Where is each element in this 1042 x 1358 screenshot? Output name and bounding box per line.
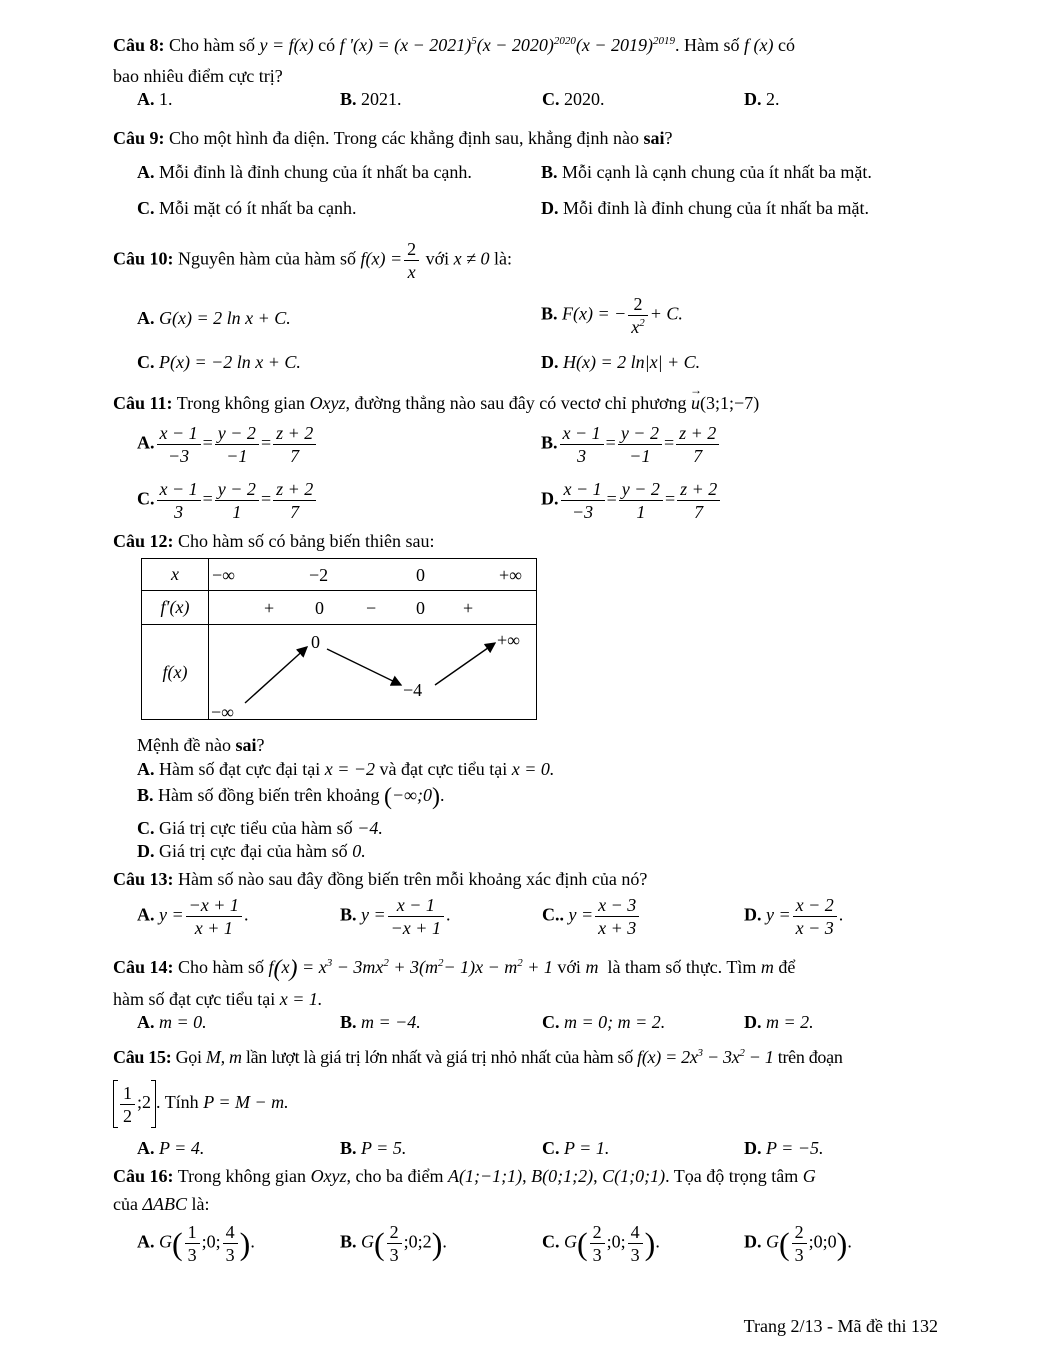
q14-func: $f(x) = x^3 - 3mx^2 + 3(m^2- 1)x - m^2 + 1$	[268, 955, 553, 982]
q12-option-d[interactable]: D. Giá trị cực đại của hàm số 0.	[137, 841, 366, 861]
q15-label: Câu 15:	[113, 1047, 172, 1067]
q16-option-c[interactable]: C. G( $\frac{2}{3}$ ;0; $\frac{4}{3}$ ).	[542, 1222, 660, 1265]
q15-text3: trên đoạn	[777, 1047, 843, 1067]
q14-label: Câu 14:	[113, 957, 174, 977]
q8-deriv: f '$(x) = (x - 2021)^5(x - 2020)^{2020}(x - 2019)^{2019}$	[339, 35, 676, 55]
q11-vector: → u	[691, 392, 700, 414]
fp-sign-3: +	[463, 598, 474, 618]
q15-option-d[interactable]: D. P = −5.	[744, 1138, 824, 1158]
q11-coords: (3;1;−7)	[700, 393, 760, 413]
x-val-pos-inf: +∞	[499, 565, 522, 585]
q10-fraction: $\frac{2}{x}$	[404, 238, 419, 283]
f-val-min: −4	[403, 680, 423, 700]
q8-option-c[interactable]: C. 2020.	[542, 89, 605, 109]
table-f-label: f(x)	[142, 625, 209, 720]
q11-option-c[interactable]: C. $\frac{x - 1}{3}$ = $\frac{y - 2}{1}$ = $\frac{z + 2}{7}$	[137, 478, 318, 523]
q16-point-b: B(0;1;2)	[531, 1166, 594, 1186]
x-val-0: 0	[416, 565, 425, 585]
q8-line2: bao nhiêu điểm cực trị?	[113, 66, 283, 86]
q13-option-c[interactable]: C.. y = $\frac{x - 3}{x + 3}$	[542, 894, 641, 939]
q14-text: Cho hàm số	[178, 957, 265, 977]
q15-text2: lần lượt là giá trị lớn nhất và giá trị nhỏ nhất của hàm số	[245, 1047, 633, 1067]
q16-point-a: A(1;−1;1)	[448, 1166, 523, 1186]
q16-point-c: C(1;0;1)	[602, 1166, 666, 1186]
q8-stem	[113, 34, 795, 56]
table-fp-row	[209, 591, 537, 625]
q10-func: f(x) =	[360, 248, 403, 269]
q13-option-b[interactable]: B. y = $\frac{x - 1}{-x + 1}$ .	[340, 895, 451, 938]
q15-line2: $\frac{1}{2}$ ;2 . Tính P = M − m.	[113, 1080, 289, 1128]
q10-option-d[interactable]: D. H(x) = 2 ln|x| + C.	[541, 352, 701, 372]
q14-option-b[interactable]: B. m = −4.	[340, 1012, 421, 1032]
q9-option-d[interactable]: D. Mỗi đỉnh là đỉnh chung của ít nhất ba mặt.	[541, 198, 869, 218]
variation-arrows	[209, 625, 534, 721]
q12-question: Mệnh đề nào sai?	[137, 735, 265, 755]
q16-space: Oxyz	[310, 1166, 347, 1186]
q8-func: y = f(x)	[259, 35, 314, 55]
fp-zero-1: 0	[315, 598, 324, 618]
q8-option-d[interactable]: D. 2.	[744, 89, 780, 109]
q16-line2: của ΔABC là:	[113, 1194, 210, 1214]
q13-stem	[113, 868, 647, 890]
q14-text4: để	[778, 957, 796, 977]
q12-stem	[113, 530, 434, 552]
q10-option-b[interactable]: B. F(x) = − $\frac{2}{x^2}$ + C.	[541, 294, 683, 337]
q14-option-c[interactable]: C. m = 0; m = 2.	[542, 1012, 666, 1032]
q14-mvar: m	[585, 957, 599, 977]
x-val-neg2: −2	[309, 565, 329, 585]
q16-text2: , cho ba điểm	[346, 1166, 444, 1186]
q9-option-a[interactable]: A. Mỗi đỉnh là đỉnh chung của ít nhất ba cạnh.	[137, 162, 472, 182]
variation-table	[141, 558, 537, 720]
q8-func2: f (x)	[744, 35, 774, 55]
q9-label: Câu 9:	[113, 128, 165, 148]
q16-label: Câu 16:	[113, 1166, 174, 1186]
arrow-up-1	[245, 647, 307, 703]
q8-text3: . Hàm số	[675, 35, 740, 55]
q9-end: ?	[664, 128, 673, 148]
q15-option-c[interactable]: C. P = 1.	[542, 1138, 610, 1158]
q9-bold-word: sai	[643, 128, 665, 148]
q11-option-d[interactable]: D. $\frac{x - 1}{-3}$ = $\frac{y - 2}{1}$ = $\frac{z + 2}{7}$	[541, 478, 722, 523]
arrow-up-2	[435, 643, 495, 685]
q8-label: Câu 8:	[113, 35, 165, 55]
q10-stem	[113, 238, 512, 283]
q11-option-b[interactable]: B. $\frac{x - 1}{3}$ = $\frac{y - 2}{-1}$ = $\frac{z + 2}{7}$	[541, 422, 721, 467]
q11-stem	[113, 392, 759, 414]
q16-stem: Câu 16: Trong không gian Oxyz, cho ba điểm A(1;−1;1), B(0;1;2), C(1;0;1). Tọa độ trọng tâm G	[113, 1166, 816, 1186]
q15-func: $f(x) = 2x^3 - 3x^2 - 1$	[637, 1047, 774, 1067]
q9-text: Cho một hình đa diện. Trong các khẳng định sau, khẳng định nào	[169, 128, 639, 148]
q13-option-a[interactable]: A. y = $\frac{-x + 1}{x + 1}$ .	[137, 895, 249, 938]
q8-option-a[interactable]: A. 1.	[137, 89, 173, 109]
q8-text2: có	[318, 35, 336, 55]
x-val-neg-inf: −∞	[212, 565, 235, 585]
q10-option-c[interactable]: C. P(x) = −2 ln x + C.	[137, 352, 301, 372]
q11-option-a[interactable]: A. $\frac{x - 1}{-3}$ = $\frac{y - 2}{-1}$ = $\frac{z + 2}{7}$	[137, 422, 318, 467]
q14-option-a[interactable]: A. m = 0.	[137, 1012, 207, 1032]
q13-text: Hàm số nào sau đây đồng biến trên mỗi khoảng xác định của nó?	[178, 869, 648, 889]
q12-label: Câu 12:	[113, 531, 174, 551]
q11-text: Trong không gian	[176, 393, 306, 413]
q16-text: Trong không gian	[177, 1166, 307, 1186]
q10-text3: là:	[494, 248, 512, 269]
q8-option-b[interactable]: B. 2021.	[340, 89, 402, 109]
page-footer: Trang 2/13 - Mã đề thi 132	[743, 1316, 938, 1336]
q14-text3: là tham số thực. Tìm	[607, 957, 757, 977]
q10-text2: với	[425, 248, 450, 269]
q14-text2: với	[557, 957, 581, 977]
q13-option-d[interactable]: D. y = $\frac{x - 2}{x - 3}$ .	[744, 895, 844, 938]
q13-label: Câu 13:	[113, 869, 174, 889]
table-x-row	[209, 559, 537, 591]
q16-option-d[interactable]: D. G( $\frac{2}{3}$ ;0;0).	[744, 1222, 852, 1265]
q14-line2: hàm số đạt cực tiểu tại x = 1.	[113, 989, 323, 1009]
q12-text: Cho hàm số có bảng biến thiên sau:	[178, 531, 435, 551]
q10-label: Câu 10:	[113, 248, 174, 269]
q11-label: Câu 11:	[113, 393, 173, 413]
q16-option-b[interactable]: B. G( $\frac{2}{3}$ ;0;2).	[340, 1222, 447, 1265]
q16-g: G	[802, 1166, 816, 1186]
q8-text: Cho hàm số	[169, 35, 256, 55]
q15-option-b[interactable]: B. P = 5.	[340, 1138, 407, 1158]
q15-vars: M, m	[205, 1047, 242, 1067]
table-f-row	[209, 625, 537, 720]
q16-text3: . Tọa độ trọng tâm	[665, 1166, 799, 1186]
q11-space: Oxyz	[309, 393, 346, 413]
q8-text4: có	[778, 35, 795, 55]
fp-sign-2: −	[366, 598, 377, 618]
q10-text: Nguyên hàm của hàm số	[178, 248, 356, 269]
q12-option-b[interactable]: B. Hàm số đồng biến trên khoảng (−∞;0).	[137, 783, 445, 810]
arrow-down	[327, 649, 401, 685]
table-x-label: x	[142, 559, 209, 591]
q15-text: Gọi	[175, 1047, 202, 1067]
q11-text2: , đường thẳng nào sau đây có vectơ chỉ phương	[345, 393, 687, 413]
q12-option-c[interactable]: C. Giá trị cực tiểu của hàm số −4.	[137, 818, 383, 838]
f-val-neg-inf: −∞	[211, 702, 234, 722]
q9-stem	[113, 127, 672, 149]
q9-option-b[interactable]: B. Mỗi cạnh là cạnh chung của ít nhất ba mặt.	[541, 162, 872, 182]
q12-option-a[interactable]: A. Hàm số đạt cực đại tại x = −2 và đạt cực tiểu tại x = 0.	[137, 759, 555, 779]
q9-option-c[interactable]: C. Mỗi mặt có ít nhất ba cạnh.	[137, 198, 357, 218]
q10-option-a[interactable]: A. G(x) = 2 ln x + C.	[137, 308, 291, 328]
q14-mvar2: m	[760, 957, 774, 977]
q10-cond: x ≠ 0	[453, 248, 490, 269]
f-val-pos-inf: +∞	[497, 630, 520, 650]
q15-stem	[113, 1046, 843, 1068]
q16-option-a[interactable]: A. G( $\frac{1}{3}$ ;0; $\frac{4}{3}$ ).	[137, 1222, 255, 1265]
q14-stem	[113, 956, 795, 980]
fp-zero-2: 0	[416, 598, 425, 618]
q15-option-a[interactable]: A. P = 4.	[137, 1138, 205, 1158]
fp-sign-1: +	[264, 598, 275, 618]
f-val-max: 0	[311, 632, 320, 652]
q14-option-d[interactable]: D. m = 2.	[744, 1012, 814, 1032]
table-fp-label: f′(x)	[142, 591, 209, 625]
